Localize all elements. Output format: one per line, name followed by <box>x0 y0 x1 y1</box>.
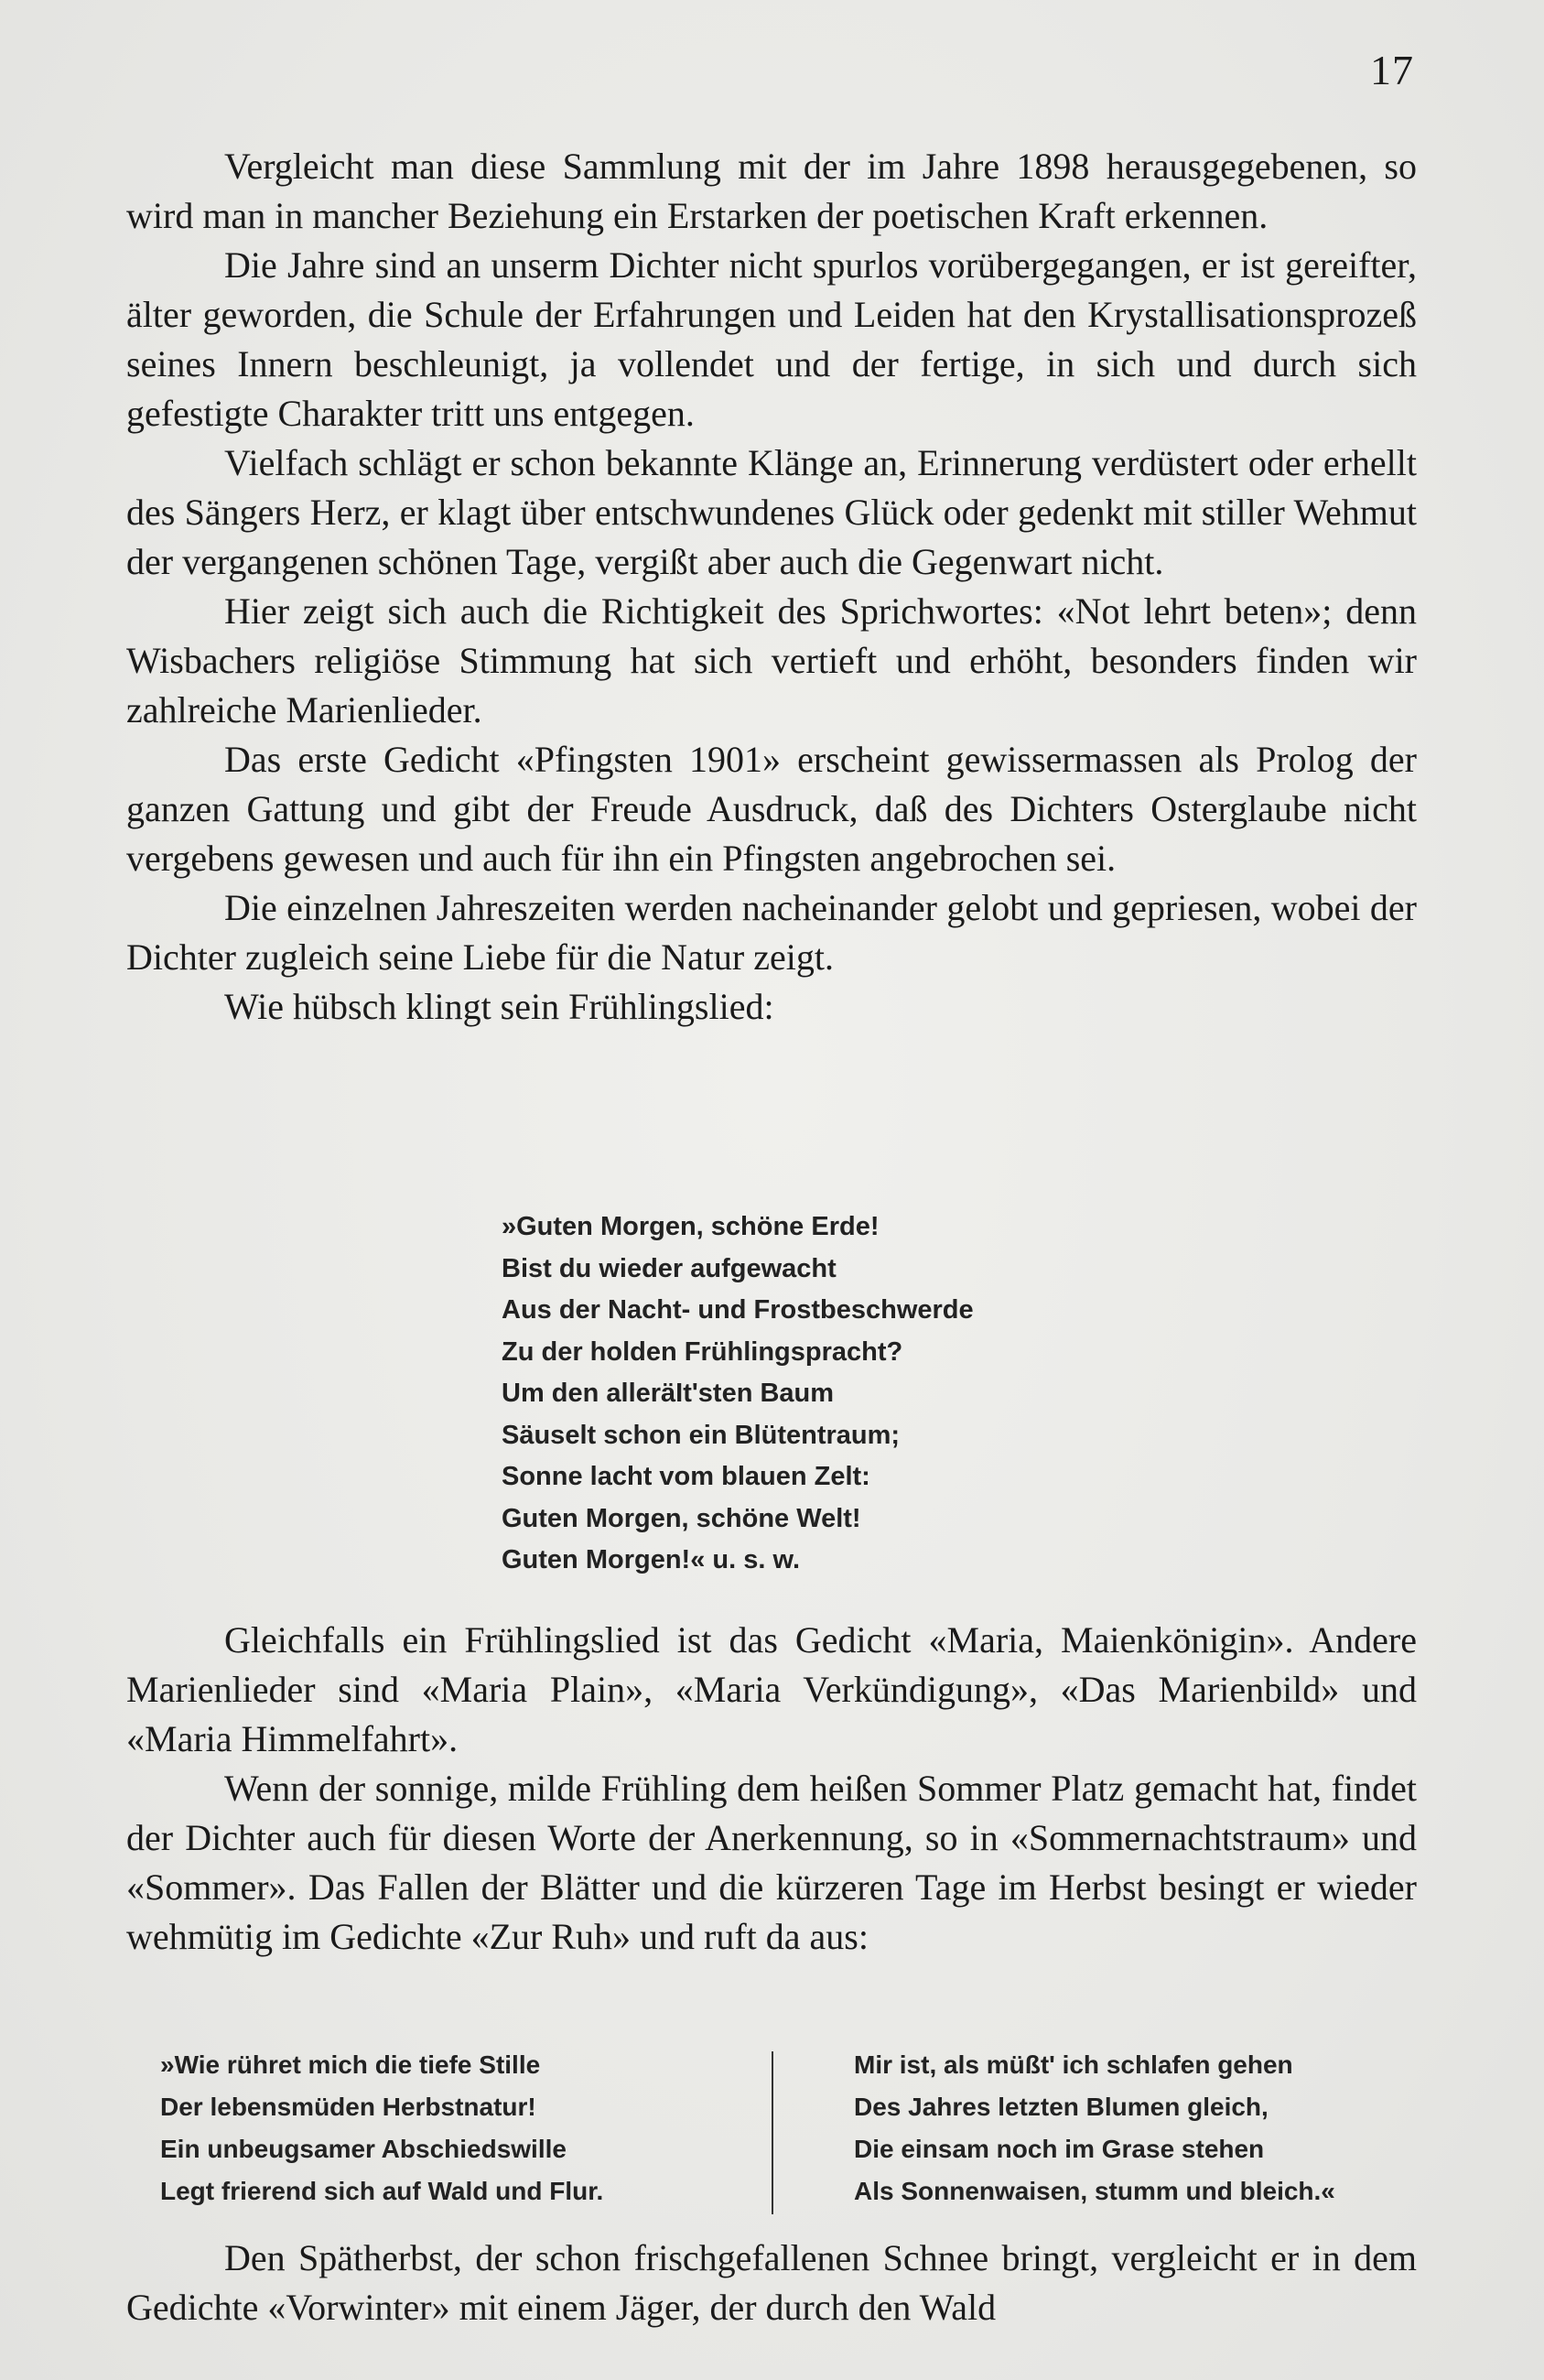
poem-line: Guten Morgen, schöne Welt! <box>502 1503 861 1533</box>
poem-line: »Guten Morgen, schöne Erde! <box>502 1212 880 1241</box>
paragraph: Hier zeigt sich auch die Richtigkeit des Sprichwortes: «Not lehrt beten»; denn Wisbachers religiöse Stimmung hat sich vertieft und erhöht, besonders finden wir zahlreiche Marienlieder. <box>126 590 1417 730</box>
poem-line: Zu der holden Frühlingspracht? <box>502 1336 903 1367</box>
poem-line: Ein unbeugsamer Abschiedswille <box>160 2135 567 2163</box>
poem-line: Sonne lacht vom blauen Zelt: <box>502 1462 870 1491</box>
paragraph: Den Spätherbst, der schon frischgefallenen Schnee bringt, vergleicht er in dem Gedichte «Vorwinter» mit einem Jäger, der durch den Wald <box>126 2237 1417 2328</box>
text-block-end <box>126 2234 1417 2332</box>
paragraph: Vielfach schlägt er schon bekannte Klänge an, Erinnerung verdüstert oder erhellt des Sängers Herz, er klagt über entschwundenes Glück oder gedenkt mit stiller Wehmut der vergangenen schönen Tage, vergißt aber auch die Gegenwart nicht. <box>126 442 1417 582</box>
poem-line: Legt frierend sich auf Wald und Flur. <box>160 2177 604 2205</box>
poem-line: Aus der Nacht- und Frostbeschwerde <box>502 1295 974 1325</box>
poem-line: Des Jahres letzten Blumen gleich, <box>854 2093 1269 2121</box>
poem-line: Um den alleräIt'sten Baum <box>502 1379 835 1408</box>
paragraph: Gleichfalls ein Frühlingslied ist das Gedicht «Maria, Maienkönigin». Andere Marienlieder sind «Maria Plain», «Maria Verkündigung», «Das Marienbild» und «Maria Himmelfahrt». <box>126 1619 1417 1759</box>
poem-line: »Wie rühret mich die tiefe Stille <box>160 2050 541 2079</box>
paragraph: Wenn der sonnige, milde Frühling dem heißen Sommer Platz gemacht hat, findet der Dichter auch für diesen Worte der Anerkennung, so in «Sommernachtstraum» und «Sommer». Das Fallen der Blätter und die kürzeren Tage im Herbst besingt er wieder wehmütig im Gedichte «Zur Ruh» und ruft da aus: <box>126 1768 1417 1957</box>
paragraph: Vergleicht man diese Sammlung mit der im Jahre 1898 herausgegebenen, so wird man in mancher Beziehung ein Erstarken der poetischen Kraft erkennen. <box>126 146 1417 236</box>
text-block-middle <box>126 1616 1417 1962</box>
poem-column-left <box>160 2044 603 2212</box>
paragraph: Die Jahre sind an unserm Dichter nicht spurlos vorübergegangen, er ist gereifter, älter geworden, die Schule der Erfahrungen und Leiden hat den Krystallisationsprozeß seines Innern beschleunigt, ja vollendet und der fertige, in sich und durch sich gefestigte Charakter tritt uns entgegen. <box>126 244 1417 434</box>
poem-zur-ruh <box>160 2044 1414 2213</box>
text-block-intro <box>126 142 1417 1032</box>
poem-line: Die einsam noch im Grase stehen <box>854 2135 1265 2163</box>
paragraph: Das erste Gedicht «Pfingsten 1901» erscheint gewissermassen als Prolog der ganzen Gattung und gibt der Freude Ausdruck, daß des Dichters Osterglaube nicht vergebens gewesen und auch für ihn ein Pfingsten angebrochen sei. <box>126 739 1417 879</box>
poem-column-right <box>854 2044 1335 2212</box>
poem-line: Bist du wieder aufgewacht <box>502 1253 837 1283</box>
paragraph: Die einzelnen Jahreszeiten werden nacheinander gelobt und gepriesen, wobei der Dichter zugleich seine Liebe für die Natur zeigt. <box>126 887 1417 978</box>
poem-line: Der lebensmüden Herbstnatur! <box>160 2093 536 2121</box>
poem-fruehlingslied <box>502 1206 974 1582</box>
paragraph: Wie hübsch klingt sein Frühlingslied: <box>224 986 774 1027</box>
column-divider <box>772 2051 773 2214</box>
poem-line: Als Sonnenwaisen, stumm und bleich.« <box>854 2177 1335 2205</box>
page-number: 17 <box>1370 47 1414 93</box>
poem-line: Säuselt schon ein Blütentraum; <box>502 1420 901 1450</box>
poem-line: Guten Morgen!« u. s. w. <box>502 1545 800 1574</box>
poem-line: Mir ist, als müßt' ich schlafen gehen <box>854 2050 1293 2079</box>
